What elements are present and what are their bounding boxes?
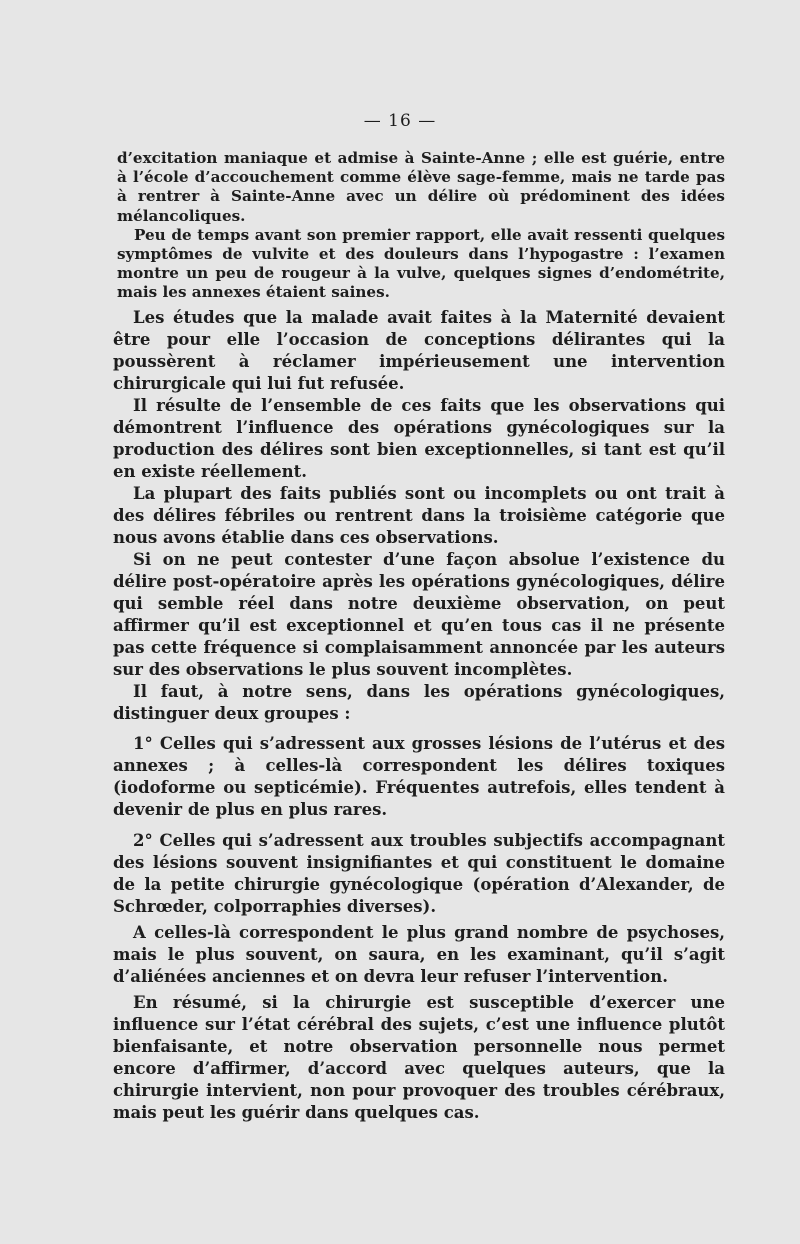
- body-paragraph: A celles-là correspondent le plus grand nombre de psychoses, mais le plus souvent, on saura, en les examinant, qu’il s’agit d’aliénées anciennes et on devra leur refuser l’intervention.: [113, 923, 725, 986]
- case-note-paragraph: d’excitation maniaque et admise à Sainte-Anne ; elle est guérie, entre à l’école d’accouchement comme élève sage-femme, mais ne tarde pas à rentrer à Sainte-Anne avec un délire où prédominent des idées mélancoliques.: [117, 149, 725, 225]
- list-item-two: 2° Celles qui s’adressent aux troubles subjectifs accompagnant des lésions souvent insignifiantes et qui constituent le domaine de la petite chirurgie gynécologique (opération d’Alexander, de Schrœder, colporraphies diverses).: [113, 831, 725, 916]
- page-number: — 16 —: [363, 111, 437, 131]
- paragraph-spacer: [113, 821, 725, 830]
- body-paragraph: Si on ne peut contester d’une façon absolue l’existence du délire post-opératoire après les opérations gynécologiques, délire qui semble réel dans notre deuxième observation, on peut affirmer qu’il est exceptionnel et qu’en tous cas il ne présente pas cette fréquence si complaisamment annoncée par les auteurs sur des observations le plus souvent incomplètes.: [113, 550, 725, 679]
- body-paragraph: Il faut, à notre sens, dans les opérations gynécologiques, distinguer deux groupes :: [113, 682, 725, 723]
- body-paragraph: Il résulte de l’ensemble de ces faits que les observations qui démontrent l’influence des opérations gynécologiques sur la production des délires sont bien exceptionnelles, si tant est qu’il en existe réellement.: [113, 396, 725, 481]
- paragraph-spacer: [113, 725, 725, 733]
- list-item-one: 1° Celles qui s’adressent aux grosses lésions de l’utérus et des annexes ; à celles-là correspondent les délires toxiques (iodoforme ou septicémie). Fréquentes autrefois, elles tendent à devenir de plus en plus rares.: [113, 734, 725, 819]
- conclusion-paragraph: En résumé, si la chirurgie est susceptible d’exercer une influence sur l’état cérébral des sujets, c’est une influence plutôt bienfaisante, et notre observation personnelle nous permet encore d’affirmer, d’accord avec quelques auteurs, que la chirurgie intervient, non pour provoquer des troubles cérébraux, mais peut les guérir dans quelques cas.: [113, 993, 725, 1122]
- body-paragraph: Les études que la malade avait faites à la Maternité devaient être pour elle l’occasion de conceptions délirantes qui la poussèrent à réclamer impérieusement une intervention chirurgicale qui lui fut refusée.: [113, 308, 725, 393]
- body-paragraph: La plupart des faits publiés sont ou incomplets ou ont trait à des délires fébriles ou rentrent dans la troisième catégorie que nous avons établie dans ces observations.: [113, 484, 725, 547]
- main-text-block: [113, 307, 725, 1124]
- case-note-block: [117, 149, 725, 303]
- case-note-paragraph: Peu de temps avant son premier rapport, elle avait ressenti quelques symptômes de vulvite et des douleurs dans l’hypogastre : l’examen montre un peu de rougeur à la vulve, quelques signes d’endométrite, mais les annexes étaient saines.: [117, 225, 725, 302]
